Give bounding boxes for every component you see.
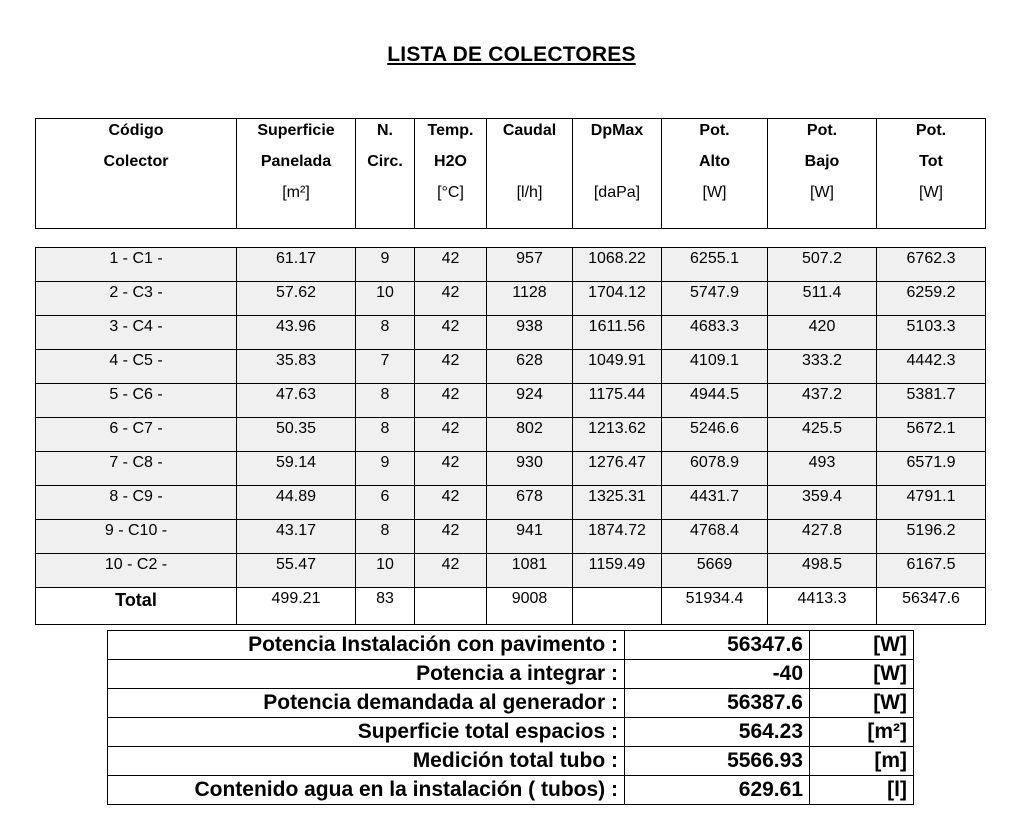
table-cell: 42 [415, 452, 487, 486]
total-cell [415, 588, 487, 625]
table-row [36, 248, 986, 282]
table-cell: 8 [356, 384, 415, 418]
table-cell: 5246.6 [662, 418, 768, 452]
summary-unit: [l] [810, 776, 914, 805]
summary-label: Potencia a integrar : [108, 660, 625, 689]
total-cell: 83 [356, 588, 415, 625]
table-cell: 2 - C3 - [36, 282, 237, 316]
table-cell: 1175.44 [573, 384, 662, 418]
table-cell: 42 [415, 520, 487, 554]
header-line: [daPa] [593, 184, 641, 201]
table-cell: 1213.62 [573, 418, 662, 452]
total-cell: 56347.6 [877, 588, 986, 625]
summary-row [108, 660, 914, 689]
summary-unit: [W] [810, 660, 914, 689]
table-cell: 42 [415, 282, 487, 316]
total-cell: 499.21 [237, 588, 356, 625]
table-cell: 1081 [487, 554, 573, 588]
table-cell: 6571.9 [877, 452, 986, 486]
summary-value: 564.23 [625, 718, 810, 747]
summary-value: 629.61 [625, 776, 810, 805]
header-line [36, 182, 236, 213]
header-line: Circ. [367, 153, 403, 170]
table-cell: 55.47 [237, 554, 356, 588]
header-line: Alto [698, 153, 731, 170]
table-cell: 5196.2 [877, 520, 986, 554]
summary-row [108, 718, 914, 747]
header-line [487, 151, 572, 182]
table-row [36, 350, 986, 384]
table-cell: 1 - C1 - [36, 248, 237, 282]
table-cell: 42 [415, 418, 487, 452]
table-cell: 42 [415, 248, 487, 282]
column-header [768, 119, 877, 229]
table-cell: 9 - C10 - [36, 520, 237, 554]
table-cell: 498.5 [768, 554, 877, 588]
table-cell: 8 [356, 418, 415, 452]
table-cell: 930 [487, 452, 573, 486]
table-cell: 4431.7 [662, 486, 768, 520]
table-cell: 425.5 [768, 418, 877, 452]
header-line: Pot. [915, 122, 947, 139]
total-cell: 9008 [487, 588, 573, 625]
table-cell: 957 [487, 248, 573, 282]
column-header [487, 119, 573, 229]
table-cell: 5747.9 [662, 282, 768, 316]
collector-table [35, 247, 986, 625]
header-line: N. [377, 122, 393, 139]
table-cell: 7 - C8 - [36, 452, 237, 486]
table-cell: 6255.1 [662, 248, 768, 282]
header-line: [m²] [282, 184, 310, 201]
table-cell: 4683.3 [662, 316, 768, 350]
summary-table [107, 630, 914, 805]
header-line: Pot. [806, 122, 838, 139]
table-cell: 6259.2 [877, 282, 986, 316]
header-line: [l/h] [516, 184, 543, 201]
table-cell: 1068.22 [573, 248, 662, 282]
header-line: Bajo [804, 153, 840, 170]
header-line: [W] [702, 184, 727, 201]
table-cell: 493 [768, 452, 877, 486]
table-cell: 4791.1 [877, 486, 986, 520]
table-row [36, 316, 986, 350]
table-row [36, 520, 986, 554]
table-cell: 8 [356, 316, 415, 350]
table-cell: 44.89 [237, 486, 356, 520]
table-cell: 8 - C9 - [36, 486, 237, 520]
table-cell: 42 [415, 350, 487, 384]
table-cell: 1049.91 [573, 350, 662, 384]
table-cell: 420 [768, 316, 877, 350]
summary-value: 56347.6 [625, 631, 810, 660]
column-header [237, 119, 356, 229]
header-line: Superficie [257, 122, 335, 139]
summary-unit: [W] [810, 631, 914, 660]
table-cell: 10 - C2 - [36, 554, 237, 588]
header-line: Panelada [260, 153, 332, 170]
summary-label: Superficie total espacios : [108, 718, 625, 747]
table-cell: 678 [487, 486, 573, 520]
table-cell: 5669 [662, 554, 768, 588]
summary-value: 56387.6 [625, 689, 810, 718]
table-cell: 924 [487, 384, 573, 418]
summary-row [108, 631, 914, 660]
table-row [36, 282, 986, 316]
table-cell: 6 [356, 486, 415, 520]
total-cell [573, 588, 662, 625]
table-cell: 42 [415, 486, 487, 520]
summary-label: Potencia demandada al generador : [108, 689, 625, 718]
table-cell: 42 [415, 384, 487, 418]
table-cell: 5672.1 [877, 418, 986, 452]
table-cell: 4 - C5 - [36, 350, 237, 384]
table-cell: 3 - C4 - [36, 316, 237, 350]
table-cell: 4768.4 [662, 520, 768, 554]
table-cell: 802 [487, 418, 573, 452]
table-cell: 427.8 [768, 520, 877, 554]
summary-row [108, 689, 914, 718]
header-line: Temp. [427, 122, 474, 139]
summary-unit: [W] [810, 689, 914, 718]
page-title: LISTA DE COLECTORES [387, 43, 636, 66]
table-cell: 511.4 [768, 282, 877, 316]
column-header [573, 119, 662, 229]
summary-row [108, 747, 914, 776]
table-cell: 6 - C7 - [36, 418, 237, 452]
table-cell: 941 [487, 520, 573, 554]
total-row [36, 588, 986, 625]
collector-table-header [35, 118, 986, 229]
table-cell: 1611.56 [573, 316, 662, 350]
table-row [36, 418, 986, 452]
total-cell: 51934.4 [662, 588, 768, 625]
table-cell: 35.83 [237, 350, 356, 384]
table-row [36, 384, 986, 418]
table-cell: 938 [487, 316, 573, 350]
summary-row [108, 776, 914, 805]
table-cell: 6762.3 [877, 248, 986, 282]
summary-label: Potencia Instalación con pavimento : [108, 631, 625, 660]
table-cell: 1128 [487, 282, 573, 316]
table-cell: 507.2 [768, 248, 877, 282]
summary-value: -40 [625, 660, 810, 689]
header-line: Código [108, 122, 164, 139]
header-line: Tot [919, 153, 943, 170]
table-cell: 43.17 [237, 520, 356, 554]
table-cell: 333.2 [768, 350, 877, 384]
table-cell: 42 [415, 554, 487, 588]
header-line: Pot. [699, 122, 730, 139]
total-label: Total [36, 588, 237, 625]
table-cell: 10 [356, 282, 415, 316]
column-header [415, 119, 487, 229]
column-header [662, 119, 768, 229]
header-line: [W] [919, 184, 943, 201]
table-cell: 9 [356, 248, 415, 282]
column-header [36, 119, 237, 229]
table-cell: 47.63 [237, 384, 356, 418]
table-cell: 59.14 [237, 452, 356, 486]
column-header [877, 119, 986, 229]
table-cell: 5103.3 [877, 316, 986, 350]
header-line [356, 182, 414, 213]
header-line: DpMax [590, 122, 644, 139]
table-cell: 8 [356, 520, 415, 554]
table-cell: 5 - C6 - [36, 384, 237, 418]
header-line: [°C] [437, 184, 464, 201]
total-cell: 4413.3 [768, 588, 877, 625]
header-line: [W] [810, 184, 834, 201]
table-cell: 50.35 [237, 418, 356, 452]
column-header [356, 119, 415, 229]
table-cell: 57.62 [237, 282, 356, 316]
header-line: Colector [103, 153, 169, 170]
table-cell: 1159.49 [573, 554, 662, 588]
table-cell: 1704.12 [573, 282, 662, 316]
table-cell: 4442.3 [877, 350, 986, 384]
table-cell: 6078.9 [662, 452, 768, 486]
summary-unit: [m] [810, 747, 914, 776]
table-cell: 10 [356, 554, 415, 588]
table-cell: 43.96 [237, 316, 356, 350]
table-cell: 1874.72 [573, 520, 662, 554]
table-cell: 628 [487, 350, 573, 384]
table-cell: 4109.1 [662, 350, 768, 384]
table-cell: 42 [415, 316, 487, 350]
table-cell: 1276.47 [573, 452, 662, 486]
table-cell: 359.4 [768, 486, 877, 520]
summary-label: Medición total tubo : [108, 747, 625, 776]
table-cell: 437.2 [768, 384, 877, 418]
summary-label: Contenido agua en la instalación ( tubos) : [108, 776, 625, 805]
header-line: H2O [434, 153, 467, 170]
summary-value: 5566.93 [625, 747, 810, 776]
table-row [36, 486, 986, 520]
table-row [36, 554, 986, 588]
table-row [36, 452, 986, 486]
table-cell: 1325.31 [573, 486, 662, 520]
header-line [573, 151, 661, 182]
table-cell: 7 [356, 350, 415, 384]
header-line: Caudal [502, 122, 557, 139]
table-cell: 5381.7 [877, 384, 986, 418]
table-cell: 4944.5 [662, 384, 768, 418]
table-cell: 6167.5 [877, 554, 986, 588]
summary-unit: [m²] [810, 718, 914, 747]
table-cell: 9 [356, 452, 415, 486]
table-cell: 61.17 [237, 248, 356, 282]
